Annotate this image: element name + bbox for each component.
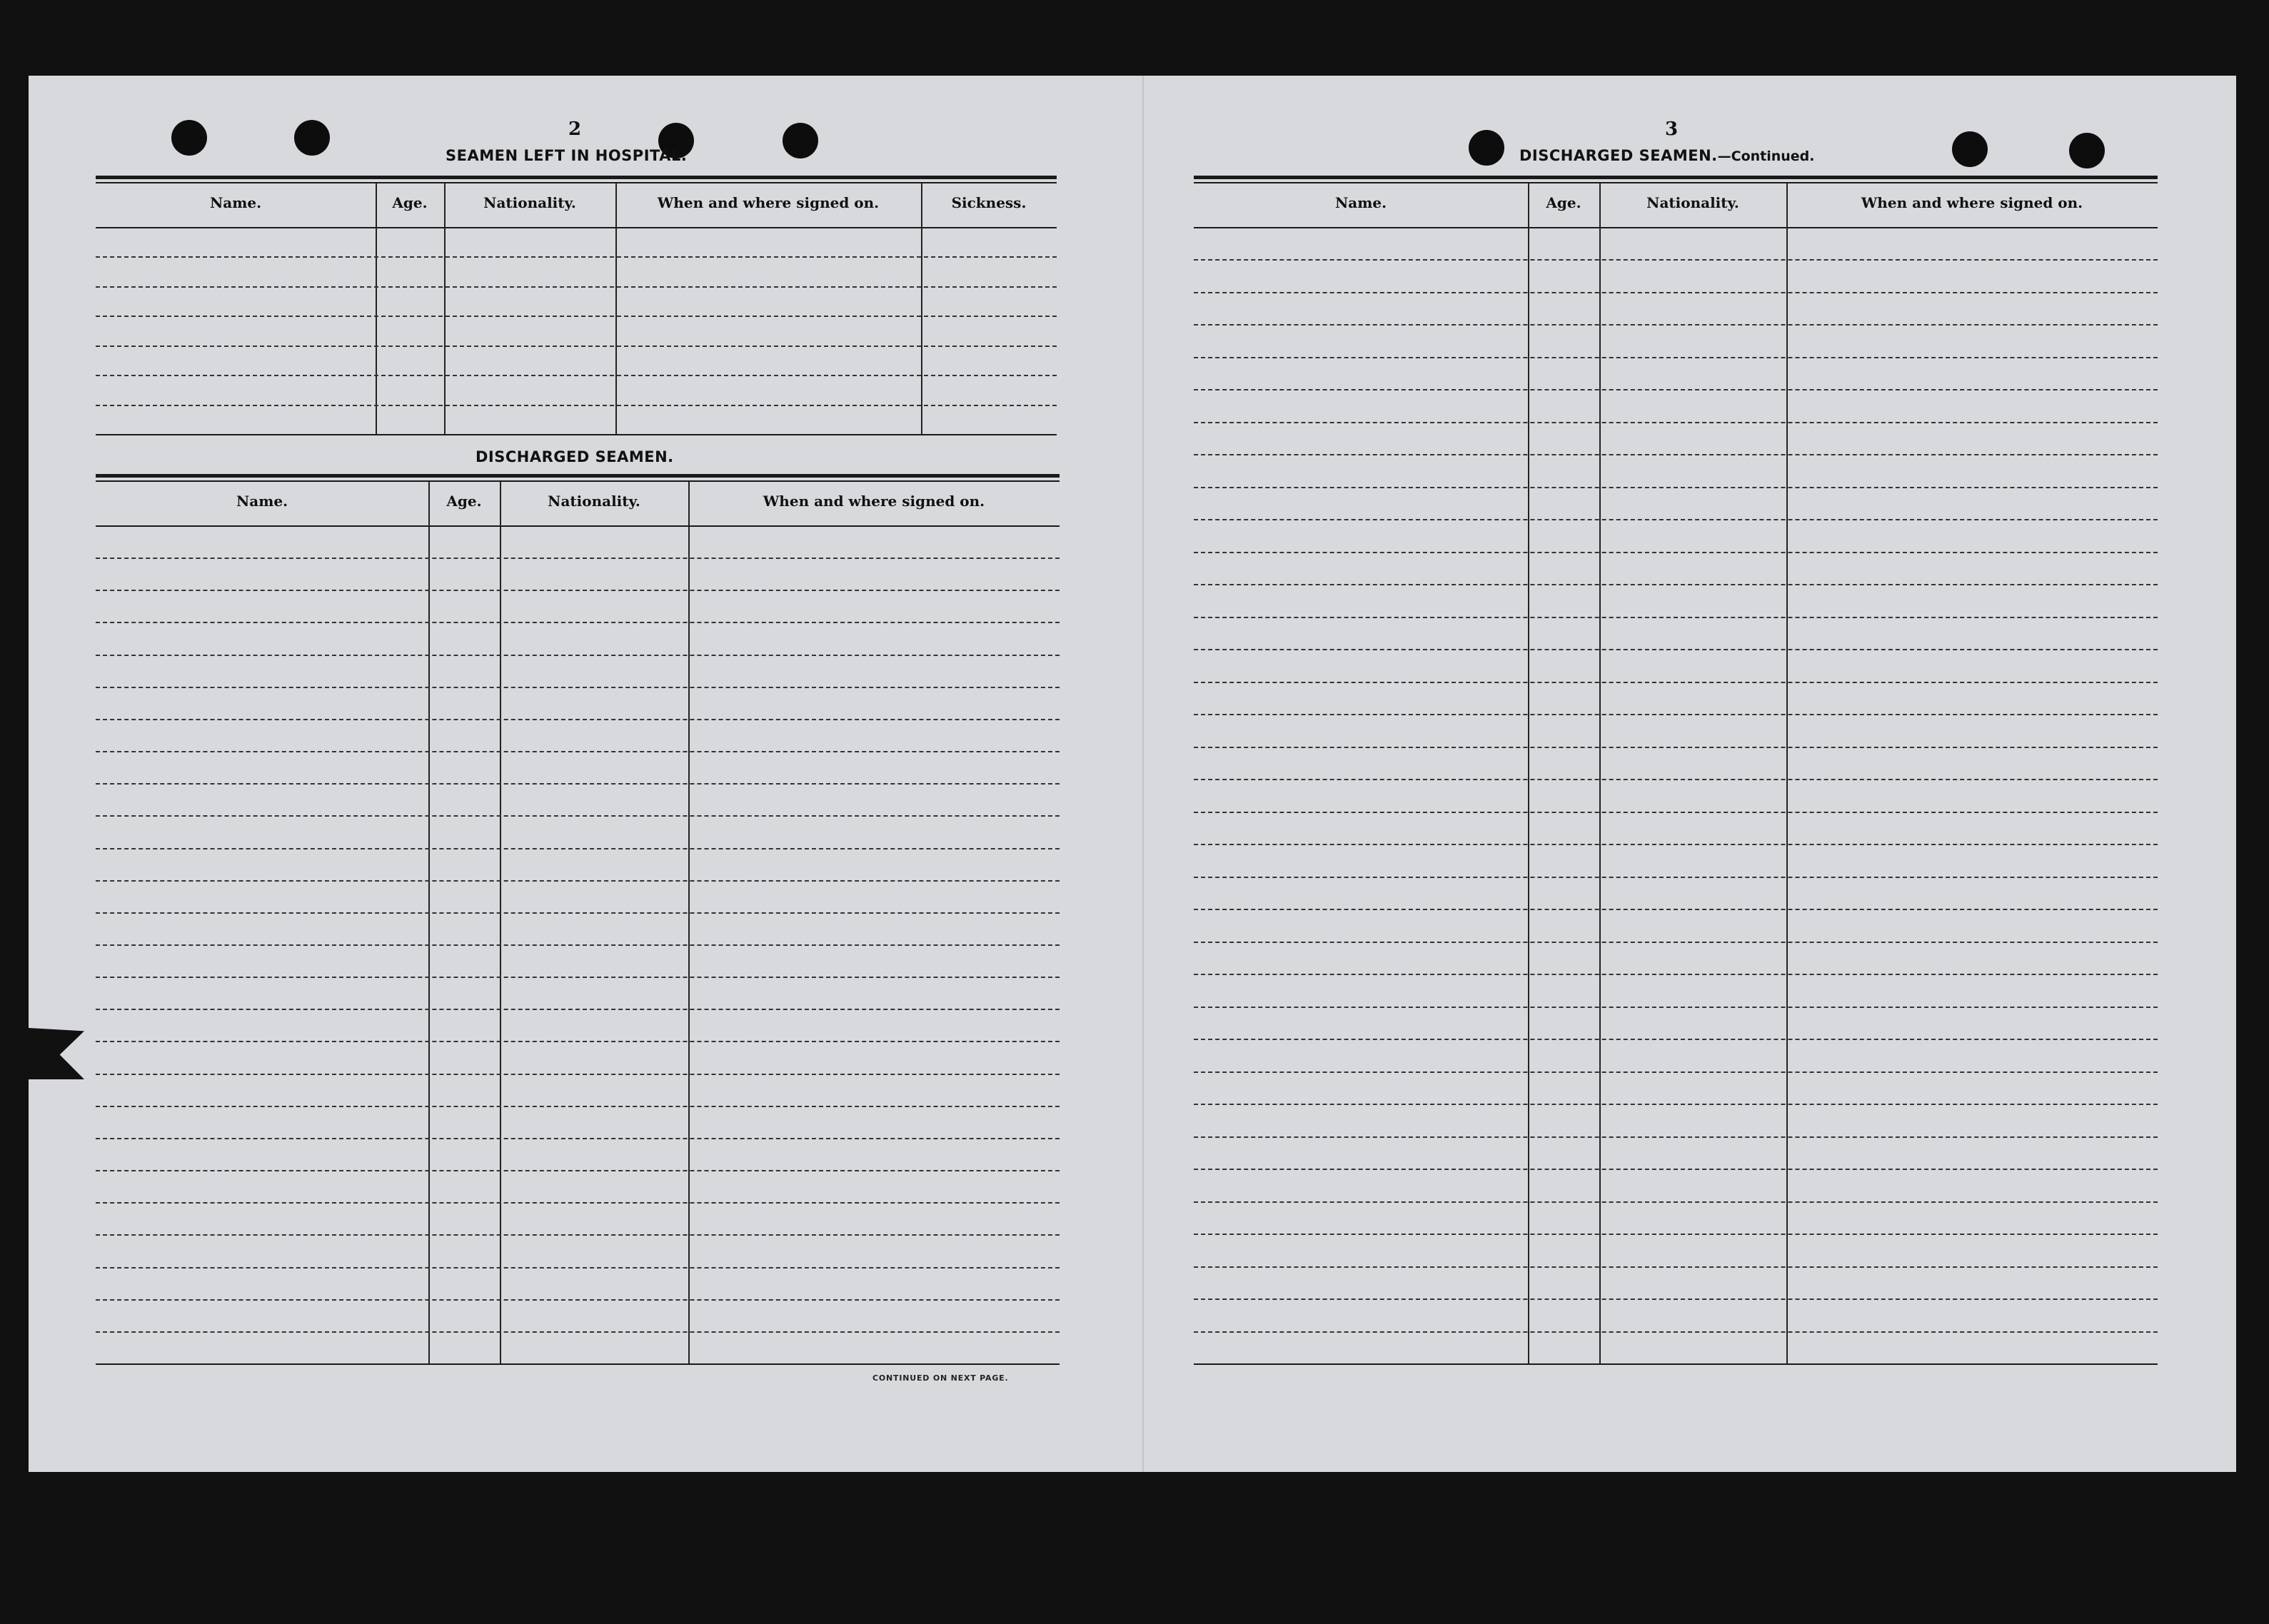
continued-row-line [1194,1104,2158,1105]
hospital-col-divider [444,183,446,434]
continued-top-rule [1194,176,2158,179]
continued-row-line [1194,422,2158,423]
continued-row-line [1194,487,2158,488]
discharged-col-divider [500,482,501,1363]
discharged-header-rule [96,525,1060,527]
page-number-left: 2 [568,118,582,140]
discharged-col-header: Name. [236,493,288,510]
discharged-row-line [96,1267,1060,1269]
continued-row-line [1194,779,2158,780]
continued-row-line [1194,617,2158,618]
discharged-row-line [96,944,1060,946]
continued-row-line [1194,877,2158,878]
continued-title-main: DISCHARGED SEAMEN. [1519,147,1718,164]
continued-row-line [1194,389,2158,390]
continued-row-line [1194,1201,2158,1203]
continued-row-line [1194,649,2158,650]
continued-col-divider [1599,183,1601,1363]
continued-row-line [1194,844,2158,845]
continued-bottom-rule [1194,1363,2158,1365]
discharged-row-line [96,783,1060,785]
discharged-row-line [96,848,1060,849]
punch-hole-4 [783,123,818,158]
discharged-row-line [96,1041,1060,1042]
hospital-top-rule [96,176,1057,179]
page-number-right: 3 [1665,118,1679,140]
page-fold [1142,76,1144,1472]
discharged-row-line [96,815,1060,817]
continued-row-line [1194,682,2158,683]
discharged-row-line [96,1234,1060,1236]
continued-row-line [1194,454,2158,455]
discharged-row-line [96,655,1060,656]
continued-row-line [1194,1136,2158,1138]
continued-row-line [1194,552,2158,553]
hospital-header-rule [96,227,1057,228]
discharged-col-header: When and where signed on. [763,493,985,510]
continued-row-line [1194,292,2158,293]
hospital-col-divider [615,183,617,434]
discharged-bottom-rule [96,1363,1060,1365]
punch-hole-5 [1469,130,1504,166]
discharged-row-line [96,687,1060,688]
continued-col-header: Age. [1546,194,1581,211]
discharged-row-line [96,622,1060,623]
continued-row-line [1194,357,2158,358]
continued-header-rule [1194,227,2158,228]
continued-row-line [1194,519,2158,520]
discharged-row-line [96,590,1060,591]
continued-row-line [1194,1071,2158,1073]
continued-section-title [1519,147,1815,164]
hospital-col-header: Sickness. [951,194,1027,211]
continued-row-line [1194,1169,2158,1170]
continued-row-line [1194,584,2158,585]
continued-row-line [1194,1331,2158,1333]
continued-row-line [1194,1298,2158,1300]
discharged-row-line [96,1170,1060,1171]
discharged-col-divider [688,482,690,1363]
hospital-top-rule-inner [96,182,1057,183]
discharged-row-line [96,1138,1060,1139]
continued-row-line [1194,1039,2158,1040]
punch-hole-7 [2069,133,2105,168]
punch-hole-2 [294,120,330,156]
continued-col-divider [1786,183,1788,1363]
hospital-row-line [96,256,1057,258]
discharged-top-rule-inner [96,480,1060,482]
discharged-col-divider [428,482,430,1363]
continued-row-line [1194,747,2158,748]
continued-row-line [1194,324,2158,326]
discharged-section-title: DISCHARGED SEAMEN. [476,448,674,465]
discharged-row-line [96,719,1060,720]
discharged-top-rule [96,474,1060,478]
discharged-row-line [96,912,1060,914]
hospital-row-line [96,346,1057,347]
hospital-col-divider [921,183,922,434]
hospital-col-header: Nationality. [483,194,576,211]
continued-col-header: Nationality. [1646,194,1739,211]
hospital-section-title: SEAMEN LEFT IN HOSPITAL. [446,147,688,164]
continued-row-line [1194,259,2158,261]
continued-row-line [1194,1007,2158,1008]
discharged-row-line [96,880,1060,882]
continued-row-line [1194,909,2158,910]
discharged-row-line [96,1074,1060,1075]
continued-col-divider [1528,183,1529,1363]
hospital-row-line [96,375,1057,376]
hospital-col-header: Age. [392,194,428,211]
discharged-row-line [96,1331,1060,1333]
discharged-row-line [96,1202,1060,1204]
continued-col-header: When and where signed on. [1861,194,2083,211]
continued-row-line [1194,812,2158,813]
form-sheet [29,76,2236,1472]
continued-note: CONTINUED ON NEXT PAGE. [872,1373,1009,1383]
continued-title-suffix: —Continued. [1717,148,1815,164]
discharged-row-line [96,1299,1060,1301]
continued-row-line [1194,942,2158,943]
hospital-row-line [96,405,1057,406]
discharged-row-line [96,558,1060,559]
hospital-row-line [96,316,1057,317]
hospital-bottom-rule [96,434,1057,435]
continued-row-line [1194,1234,2158,1235]
discharged-col-header: Nationality. [548,493,640,510]
hospital-col-divider [376,183,377,434]
punch-hole-6 [1952,131,1988,167]
continued-top-rule-inner [1194,182,2158,183]
discharged-row-line [96,751,1060,752]
discharged-row-line [96,977,1060,978]
continued-row-line [1194,714,2158,715]
continued-row-line [1194,974,2158,975]
hospital-col-header: When and where signed on. [657,194,880,211]
discharged-row-line [96,1009,1060,1010]
hospital-row-line [96,286,1057,288]
punch-hole-1 [171,120,207,156]
discharged-row-line [96,1106,1060,1107]
continued-col-header: Name. [1334,194,1387,211]
continued-row-line [1194,1266,2158,1268]
discharged-col-header: Age. [446,493,482,510]
hospital-col-header: Name. [209,194,262,211]
